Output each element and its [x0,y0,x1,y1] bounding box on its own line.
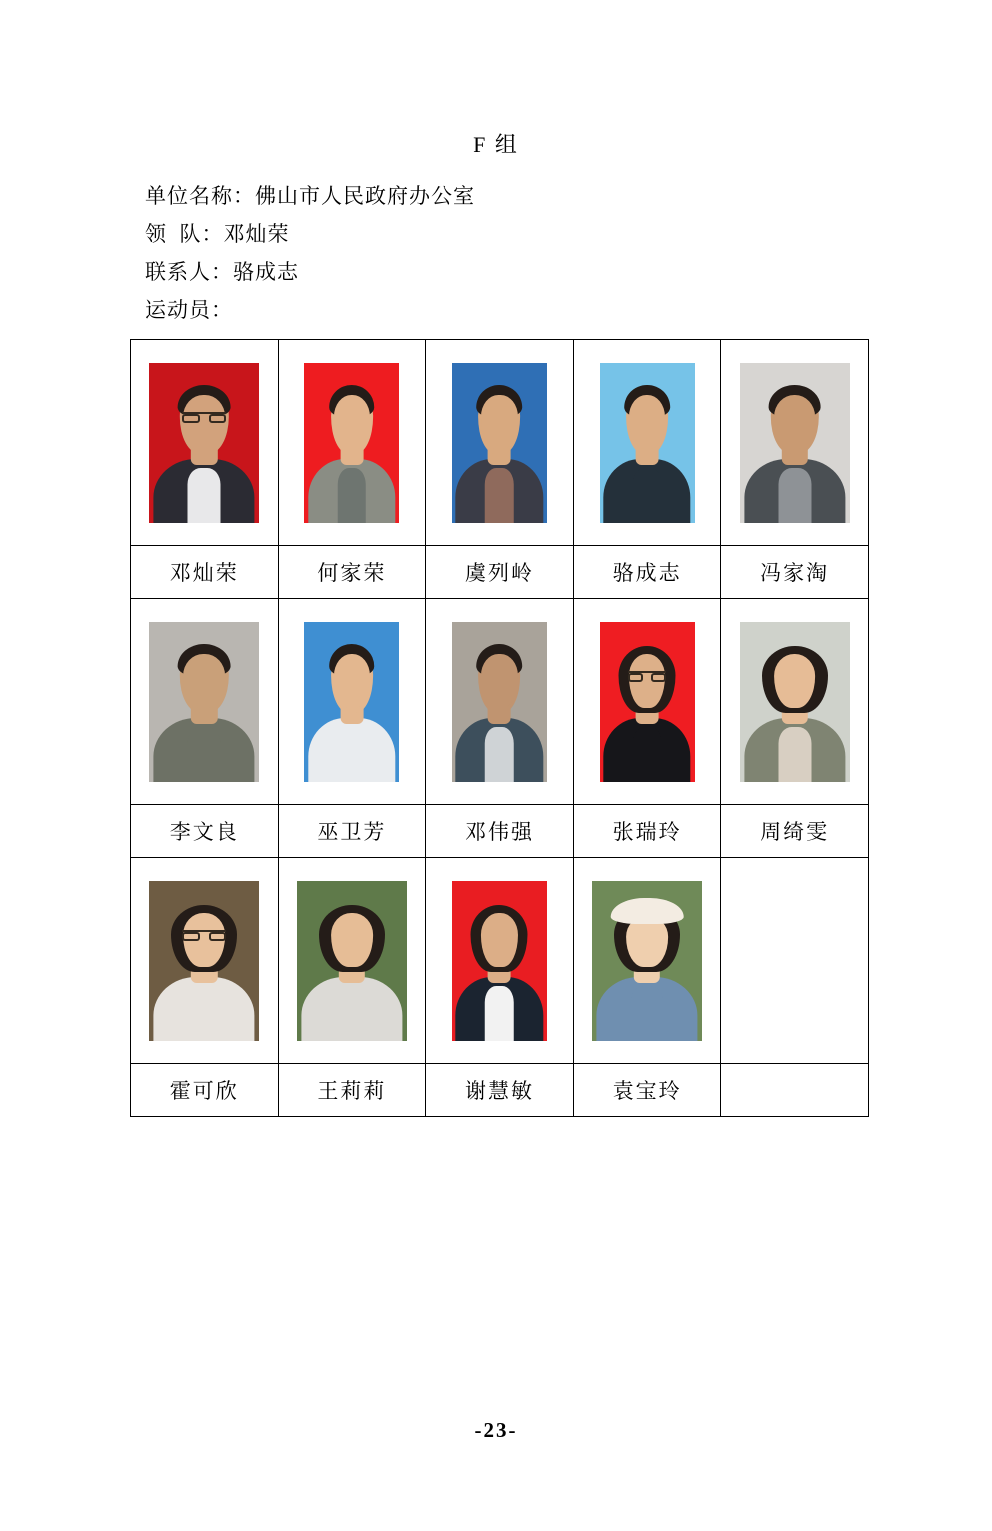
table-row [131,858,869,1064]
glasses-icon [182,930,226,941]
athlete-name-cell: 虞列岭 [426,546,574,599]
athlete-photo-cell [573,599,721,805]
unit-name-line: 单位名称：佛山市人民政府办公室 [145,184,475,208]
athlete-photo-cell [131,599,279,805]
athlete-photo-cell [721,340,869,546]
athlete-photo-cell [426,858,574,1064]
athlete-photo-cell [721,858,869,1064]
team-leader-line: 领 队：邓灿荣 [145,222,290,246]
athlete-portrait-photo [149,622,259,782]
page-number: -23- [474,1418,518,1442]
athlete-portrait-photo [740,363,850,523]
athlete-name-cell [721,1064,869,1117]
athlete-portrait-photo [740,622,850,782]
table-row [131,599,869,805]
athlete-name-cell: 袁宝玲 [573,1064,721,1117]
athlete-name-cell: 何家荣 [278,546,426,599]
athlete-photo-cell [278,340,426,546]
athlete-portrait-photo [149,881,259,1041]
athlete-name-cell: 谢慧敏 [426,1064,574,1117]
athlete-name-cell: 张瑞玲 [573,805,721,858]
athlete-name-cell: 周绮雯 [721,805,869,858]
athlete-name-cell: 冯家淘 [721,546,869,599]
athlete-portrait-photo [600,363,695,523]
glasses-icon [628,671,666,682]
team-info [145,177,992,329]
athlete-name-cell: 邓伟强 [426,805,574,858]
athlete-name-cell: 霍可欣 [131,1064,279,1117]
document-page [0,128,992,1531]
table-row [131,340,869,546]
athletes-label: 运动员： [145,298,233,322]
athlete-photo-cell [278,858,426,1064]
table-row [131,805,869,858]
page-title: F 组 [473,132,519,157]
athlete-name-cell: 邓灿荣 [131,546,279,599]
athlete-roster-table [130,339,869,1117]
athlete-portrait-photo [297,881,407,1041]
athlete-photo-cell [721,599,869,805]
athlete-photo-cell [426,340,574,546]
athlete-portrait-photo [452,363,547,523]
glasses-icon [182,412,226,423]
table-row [131,1064,869,1117]
athlete-name-cell: 李文良 [131,805,279,858]
athlete-portrait-photo [452,622,547,782]
athlete-photo-cell [131,858,279,1064]
athlete-name-cell: 王莉莉 [278,1064,426,1117]
athlete-portrait-photo [592,881,702,1041]
athlete-portrait-photo [304,622,399,782]
athlete-photo-cell [426,599,574,805]
athlete-photo-cell [131,340,279,546]
athlete-photo-cell [573,858,721,1064]
athlete-portrait-photo [452,881,547,1041]
athlete-photo-cell [278,599,426,805]
athlete-name-cell: 骆成志 [573,546,721,599]
athlete-photo-cell [573,340,721,546]
contact-person-line: 联系人：骆成志 [145,260,299,284]
table-row [131,546,869,599]
athlete-name-cell: 巫卫芳 [278,805,426,858]
athlete-portrait-photo [149,363,259,523]
hat-icon [611,898,684,924]
athlete-portrait-photo [304,363,399,523]
athlete-portrait-photo [600,622,695,782]
